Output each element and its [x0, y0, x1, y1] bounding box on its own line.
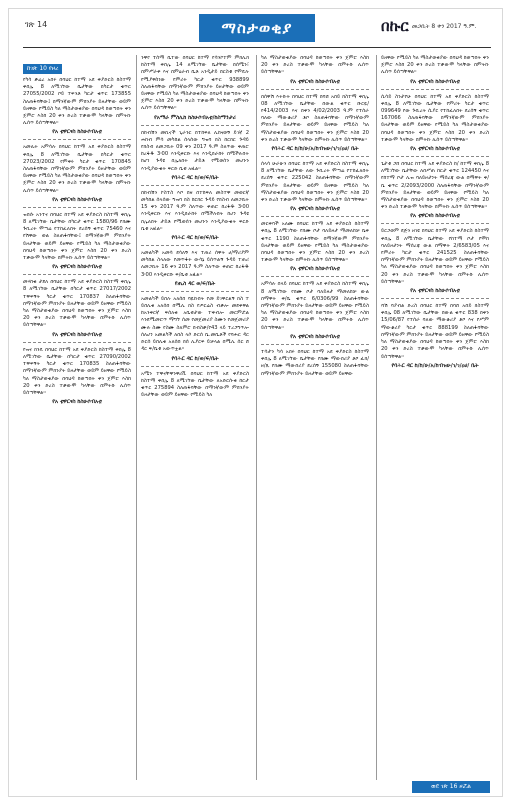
notice-signature: የአ ቲዋርናስ ከስሁሶብአቲ [52, 264, 102, 271]
notice-signature: የአ ቲዋርናስ ከስሁሶብአቲ [410, 78, 460, 85]
notice-signature: የአ ቲዋርናስ ከስሁሶብአቲ [52, 331, 102, 338]
notice-separator [23, 342, 131, 343]
notice-signature: የአ ቲዋርናስ ከስሁሶብአቲ [290, 206, 340, 213]
notice-text: ተሳታን ካሳ አበሩ በባህር ከተማ አደ ቀያድርስ ከስተማ ቀበሌ 8 ለሚገኘው ቤታቸው የክሙ ማውበሪያ ቶቦ ፈክ/ዘ/ጹ የክሙ ማውበሪያ ደረሰኝ 155080 ስለጠፋባቸው በማንኛውም ምክንያት ይዞታቸው ወይም ይዘዋው [261, 348, 369, 377]
notice-signature: የባሕር ዳር ከ/ወ/ፍ/ቤት [171, 355, 219, 362]
continued-on-tag: ወደ ገጽ 16 ዞሯል [412, 781, 490, 793]
notice-text: አሜን ተዋናቸዋንዋሪቪ በባህር ከተማ አደ ቀያድርስ ከስተማ ቀበሌ 8 ለሚገኘው ቤታቸው ለአድርሱቂ ከርታ ቁጥር 275894 ስለጠፋባቸው በማንኛውም ምክንያት ይዞታቸው ወይም ይዘዋው የሚይስ ካለ [141, 370, 249, 399]
notice-text: በከብሽን መኪኖች ጊራንር በተከፍለ ሊከናወኝ ይገኛ 2 ሐከብ ምሳ መካከል ሰላሰው ግዝባ ክስ ከርክር ጉዳይ የክስብ ለመጋቢት 09 ቀን 2017 ዓ.ም ስለጥው ቀጠሮ ከረፋዱ 3፡00 እንዲቀርቡ እና እንዲክራከሩ በሚችሉበት ከሆነ ጉዳዩ በሌለበት ታይቶ የሚወሰን መሆኑን እንዲያውቁት ፍርድ ቤቱ አዟል፡፡ [141, 129, 249, 172]
notice-separator [141, 291, 249, 292]
notice-text: የካሳ ቃሬረ አበሩ በባህር ከተማ አደ ቀያድርስ ከስተማ ቀበሌ 8 ለሚገኘው ቤታቸው በካርታ ቁጥር 27055/2002 ቦይ ተፍንቶ ካርታ ቁጥር 173855 ስለጠፋባቸው፤ በማንኛውም ምክንያት ይዞታቸው ወይም ይዘዋው የሚይስ ካለ ማስታወቂያው በባህዳ ከወጣበት ቀን ጀምሮ እስከ 20 ቀን ድረስ ተቃውሞ ካላቸው በምትኩ ሊሰጥ ይሰጣቸዋል፡፡ [23, 77, 131, 127]
notice-separator [261, 276, 369, 277]
notice-text: አመልካች አመሳ ደሳለኝ እና ተጠሪ ሰዋት ሀ/ማሪያም መካከል ስላለው የመጥፋት ውሳኔ ይሰጥልኝ ጉዳይ ተጠሪ ለመጋቢት 16 ቀን 2017 ዓ.ም ስለጥው ቀጠሮ ከረፋዱ 3፡00 እንዲቀርቡ ፍ/ቤቱ አዟል፡፡ [141, 250, 249, 278]
column-2 [141, 55, 249, 780]
notice-separator [261, 216, 369, 217]
notice-signature: የአ ቲዋርናስ ከስሁሶብአቲ [410, 213, 460, 220]
notice-text: በሰዋሽ እትኩት በባህር ከተማ በባሸ አበይ ክስተማ ቀበሌ 08 ለሚገኘው ቤታቸው በውል ቁጥር ሹርዬ/የ414/2003 እና በቀን 4/02/2003 ዓ.ም የተሰራ ባለው ማውቆሪያ ቶቦ ስለጠፋባቸው በማንኛውም ምክንያት ይዞታቸው ወይም ይዘዋው የሚይስ ካለ ማስታወቂያው በባህዳ ከወጣበት ቀን ጀምሮ እስከ 20 ቀን ድረስ ተቃውሞ ካላቸው በምትኩ ሊሰጥ ይሰጣቸዋል፡፡ [261, 93, 369, 143]
notice-separator [381, 223, 489, 224]
notice-text: ሻሽ ባያብል ድረስ በባህር ከተማ በባሸ አበይ ክስተማ ቀበሌ 08 ለሚገኘው ቤታቸው በውል ቁጥር 838 በቀን 15/06/87 የተሰራ ባለው ማውቆሪያ ቶቦ እና የሥም ማውቆሪያ ካርታ ቁጥር 888199 ስለጠፋባቸው በማንኛውም ምክንያት ይዞታቸው ወይም ይዘዋው የሚይስ ካለ ማስታወቂያው በባህዳ ከወጣበት ቀን ጀምሮ እስከ 20 ቀን ድረስ ተቃውሞ ካላቸው በምትኩ ሊሰጥ ይሰጣቸዋል፡፡ [381, 303, 489, 360]
notice-signature: የባሕር ዳር ከ/ወ/ፍ/ቤት [171, 174, 219, 181]
notice-signature: የባሕር ዳር ከ/ከ/ሁ/አ/ከብዝሁ/ገ/ገ/ዐሀ/ ቤት [271, 146, 359, 153]
notice-signature: የባሕር ዳር ከ/ከ/ሁ/አ/ከብዝሁ/ገ/ገ/ዐሀ/ ቤት [391, 362, 479, 369]
column-1 [23, 55, 131, 780]
notice-separator [141, 125, 249, 126]
column-divider [136, 55, 137, 780]
notice-signature: የአ ቲዋርናስ ከስሁሶብአቲ [52, 399, 102, 406]
notice-separator [381, 89, 489, 90]
notice-text: አምሳሉ በላይ በባህር ከተማ አደ ቀያድርስ ከስተማ ቀበሌ 8 ለሚገኘው የክሙ ቦታ ባለይዞታ ማመለከቻ ውል በማዋት ቀ/ቤ ቁጥር 6/0306/99 ስለጠፋባቸው በማንኛውም ምክንያት ይዞታቸው ወይም ይዘዋው የሚይስ ካለ ማስታወቂያው በባህዳ ከወጣበት ቀን ጀምሮ እስከ 20 ቀን ድረስ ተቃውሞ ካላቸው በምትኩ ሊሰጥ ይሰጣቸዋል፡፡ [261, 281, 369, 331]
notice-separator [23, 207, 131, 208]
notice-text: ሰላሳ ሁራሁን በባህር ከተማ አደ ቀያድርስ ከስተማ ቀበሌ 8 ለሚገኘው ቤታቸው ለው ጉቢረት ሞጣሬ የተከፈለበት ደረሰኝ ቁጥር 225042 ስለጠፋባቸው በማንኛውም ምክንያት ይዞታቸው ወይም ይዘዋው የሚይስ ካለ ማስታወቂያው በባህዳ ከወጣበት ቀን ጀምሮ እስከ 20 ቀን ድረስ ተቃውሞ ካላቸው በምትኩ ሊሰጥ ይሰጣቸዋል፡፡ [261, 161, 369, 204]
notice-text: ይርጋወም ደጅን ዘገዩ በባህር ከተማ አደ ቀያድርስ ከስተማ ቀበሌ 8 ለሚገኘው ቤታቸው የከተማ ቦታ የሞከ ባለይዞታነት ማሰረጃ ውል በማዋት 2/6583/05 እና የምሪት ካርታ ቁጥር 241525 ስለጠፋባቸው በማንኛውም ምክንያት ይዞታቸው ወይም ይዘዋው የሚይስ ካለ ማስታወቂያው በባህዳ ከወጣበት ቀን ጀምሮ እስከ 20 ቀን ድረስ ተቃውሞ ካላቸው በምትኩ ሊሰጥ ይሰጣቸዋል፡፡ [381, 228, 489, 285]
notice-signature: የአ ቲዋርናስ ከስሁሶብአቲ [410, 146, 460, 153]
notice-signature: የአ ቲዋርናስ ከስሁሶብአቲ [290, 78, 340, 85]
newspaper-page [8, 8, 503, 797]
column-divider [256, 55, 257, 780]
notice-separator [261, 156, 369, 157]
issue-date: መጋቢት 8 ቀን 2017 ዓ.ም. [412, 23, 477, 30]
notice-text: ዝበሱ አንተና በባህር ከተማ አደ ቀያድርስ ከስተማ ቀበሌ 8 ለሚገኘው ቤታቸው በካርታ ቁጥር 1580/96 የክሙ ጉቢረት ሞጣሬ የተከፈለበት ደረሰኝ ቁጥር 75460 እና የሽዋው ወል ስለጠፋባቸው፤ በማንኛውም ምክንያት ይዞታቸው ወይም ይዘዋው የሚይስ ካለ ማስታወቂያው በባህዳ ከወጣበት ቀን ጀምሮ እስከ 20 ቀን ድረስ ተቃውሞ ካላቸው በምትኩ ሊሰጥ ይሰጣቸዋል፡፡ [23, 211, 131, 262]
notice-signature: የጢስ ዳር ወ/ፍ/ቤት [174, 280, 216, 287]
paper-name: በኩር [381, 17, 409, 35]
notice-signature: የአ ቲዋርናስ ከስሁሶብአቲ [290, 266, 340, 273]
notice-signature: የባሕር ዳር ከ/ወ/ፍ/ቤት [171, 235, 219, 242]
notice-text: ጌታቱ ጋሸ በባህር ከተማ አደ ቀያድርስ ከ/ ከተማ ቀበሌ 8 ለሚገኘው ቤታቸው ለበሥጠ ከርታ ቁጥር 124450 እና የከተማ ቦታ ሊዝ ባለይዞታነት ማሰረጃ ውል በማዋት ቀ/ቤ ቁጥር 2/2093/2000 ስለጠፋባቸው በማንኛውም ምክንያት ይዞታቸው ወይም ይዘዋው የሚይስ ካለ ማስታወቂያው በባህዳ ከወጣበት ቀን ጀምሮ እስከ 20 ቀን ድረስ ተቃውሞ ካላቸው በምትኩ ሊሰጥ ይሰጣቸዋል፡፡ [381, 161, 489, 211]
notice-text: ይዘዋው የሚይስ ካለ ማስታወቂያው በባህዳ ከወጣበት ቀን ጀምሮ እስከ 20 ቀን ድረስ ተቃውሞ ካላቸው በምትኩ ሊሰጥ ይሰጣቸዋል፡፡ [381, 55, 489, 76]
column-4 [381, 55, 489, 780]
notice-text: ካለ ማስታወቂያው በባህዳ ከወጣበት ቀን ጀምሮ እስከ 20 ቀን ድረስ ተቃውሞ ካላቸው በምትኩ ሊሰጥ ይሰጣቸዋል፡፡ [261, 55, 369, 76]
notice-separator [23, 139, 131, 140]
page-header [9, 9, 502, 49]
notice-separator [381, 156, 489, 157]
notice-signature: የአ ቲዋርናስ ከስሁሶብአቲ [410, 288, 460, 295]
notice-separator [23, 274, 131, 275]
notice-text: ንዋየ ተሰማ ቤተው በባህር ከተማ የሳንኮተም ምክሊክ ከስተማ ቀበሌ 14 ለሚገኘው ቤታቸው በሰሜን፣ በምሥራቅ እና በምዕራብ ቤቶ አንዲታይ በርስቱ የሞዴሉ የሚያዋስነው የምሪት ካርታ ቁጥር 938899 ስለጠፋባቸው በማንኛውም ምክንያት ይዞታቸው ወይም ይዘዋው የሚይስ ካለ ማስታወቂያው በባህዳ ከወጣበት ቀን ጀምሮ እስከ 20 ቀን ድረስ ተቃውሞ ካላቸው በምትኩ ሊሰጥ ይሰጣቸዋል፡፡ [141, 55, 249, 112]
notice-separator [261, 89, 369, 90]
notice-separator [381, 298, 489, 299]
notice-text: ሲሳይ ስንታየሁ በባህር ከተማ አደ ቀያድርስ ከስተማ ቀበሌ 8 ለሚገኘው ቤታቸው የምሪት ካርታ ቁጥር 099649 የው ጉቢረት ሲያር የተከፈለበት ደረሰኝ ቁጥር 167066 ስለጠፋባቸው በማንኛውም ምክንያት ይዞታቸው ወይም ይዘዋው የሚይስ ካለ ማስታወቂያው በባህዳ ከወጣበት ቀን ጀምሮ እስከ 20 ቀን ድረስ ተቃውሞ ካላቸው በምትኩ ሊሰጥ ይሰጣቸዋል፡፡ [381, 93, 489, 143]
notice-signature: የአማራ ምስሊከ ከስሁሶብአቲ/ከስማንታሪ [154, 114, 236, 121]
notice-signature: የአ ቲዋርናስ ከስሁሶብአቲ [52, 196, 102, 203]
notice-text: መርቀባች አለሙ በባህር ከተማ አደ ቀያድርስ ከስተማ ቀበሌ 8 ለሚገኘው የክሙ ቦታ ባለይዞታ ማመለከቻ ቤቀ ቁጥር 1190 ስለጠፋባቸው በማንኛውም ምክንያት ይዞታቸው ወይም ይዘዋው የሚይስ ካለ ማስታወቂያው በባህዳ ከወጣበት ቀን ጀምሮ እስከ 20 ቀን ድረስ ተቃውሞ ካላቸው በምትኩ ሊሰጥ ይሰጣቸዋል፡፡ [261, 221, 369, 264]
notice-text: መሃበቁ ታደለ በባህር ከተማ አደ ቀያድርስ ከስተማ ቀበሌ 8 ለሚገኘው ቤታቸው በካርታ ቁጥር 27017/2002 ተዋፍኝት ካርታ ቁጥር 170837 ስለጠፋባቸው በማንኛውም ምክንያት ይዞታቸው ወይም ይዘዋው የሚይስ ካለ ማስታወቂያው በባህዳ ከወጣበት ቀን ጀምሮ እስከ 20 ቀን ድረስ ተቃውሞ ካላቸው በምትኩ ሊሰጥ ይሰጣቸዋል፡፡ [23, 279, 131, 329]
column-divider [376, 55, 377, 780]
notice-text: በከብሽን ኮስተስ እቦ በዛ በተከፍለ መስተዋ መወርኛ መካከል ሰላሰው ግዝባ ክስ ከርክር ጉዳይ የክስብ ለመጋቢት 15 ቀን 2017 ዓ.ም ስለጥው ቀጠሮ ከረፋዱ 3፡00 እንዲቀርቡ እና እንዲክራከሩ በሚችሉበት ከሆነ ጉዳዩ በሌለበት ታይቶ የሚወሰን መሆኑን እንዲያውቁት ፍርድ ቤቱ አዟል፡፡ [141, 189, 249, 232]
notice-separator [141, 366, 249, 367]
page-number: ገጽ 14 [25, 20, 48, 29]
notice-text: አመልካች ይበሉ አለሰበ ባዬኩበት የመ ይገዋርልኝ ክስ ተ ይበሊቂ አለሰበ በሚሊ ክስ የጦርሬስ ብቃሎ መደቀዋል ከአንቀርኛ ፍሰለቂ አቤቱታው ተቀብሎ መርምሯል እንደሚመሮጥ ማግኘ ሰመ የመጀመሪያ ስሙን የመጀመሪያ ሙሉ ስሙ የስሙ ስለምሮ በብስቃ/የ43 ላይ ተረጋግጥሎ ሰለሆነ አመልካች ለበስ ላሶ ድርሰ ቤ.መቤቶች የባሕር ዳር ድርሰ ይበሊቂ አለሰበ ክሰ ሊያርፍ ይቻላል በሚሊ ሰር ሸ ዳር ፍ/ቤቱ አውጥቷል፡፡ [141, 295, 249, 353]
section-title: ማስታወቂያ [199, 14, 315, 42]
header-rule [23, 47, 491, 48]
continued-from-tag: ከገጽ 10 የዞረ [23, 64, 62, 74]
notice-text: የዝና ክንዴ በባህር ከተማ አደ ቀያድርስ ከስተማ ቀበሌ 8 ለሚገኘው ቤታቸው በካርታ ቁጥር 27090/2002 ተዋፍኝት ካርታ ቁጥር 170835 ስለጠፋባቸው በማንኛውም ምክንያት ይዞታቸው ወይም ይዘዋው የሚይስ ካለ ማስታወቂያው በባህዳ ከወጣበት ቀን ጀምሮ እስከ 20 ቀን ድረስ ተቃውሞ ካላቸው በምትኩ ሊሰጥ ይሰጣቸዋል፡፡ [23, 346, 131, 396]
notice-text: አመሊት አምሳሉ በባህር ከተማ አደ ቀያድርስ ከስተማ ቀበሌ 8 ለሚገኘው ቤታቸው በካርታ ቁጥር 27023/2002 የምቀሩ ካርታ ቁጥር 170845 ስለጠፋባቸው በማንኛውም ምክንያት ይዞታቸው ወይም ይዘዋው የሚይስ ካለ ማስታወቂያው በባህዳ ከወጣበት ቀን ጀምሮ እስከ 20 ቀን ድረስ ተቃውሞ ካላቸው በምትኩ ሊሰጥ ይሰጣቸዋል፡፡ [23, 144, 131, 194]
notice-separator [141, 185, 249, 186]
notice-signature: የአ ቲዋርናስ ከስሁሶብአቲ [290, 333, 340, 340]
notice-separator [261, 344, 369, 345]
notice-separator [141, 245, 249, 246]
column-3 [261, 55, 369, 780]
notice-signature: የአ ቲዋርናስ ከስሁሶብአቲ [52, 129, 102, 136]
